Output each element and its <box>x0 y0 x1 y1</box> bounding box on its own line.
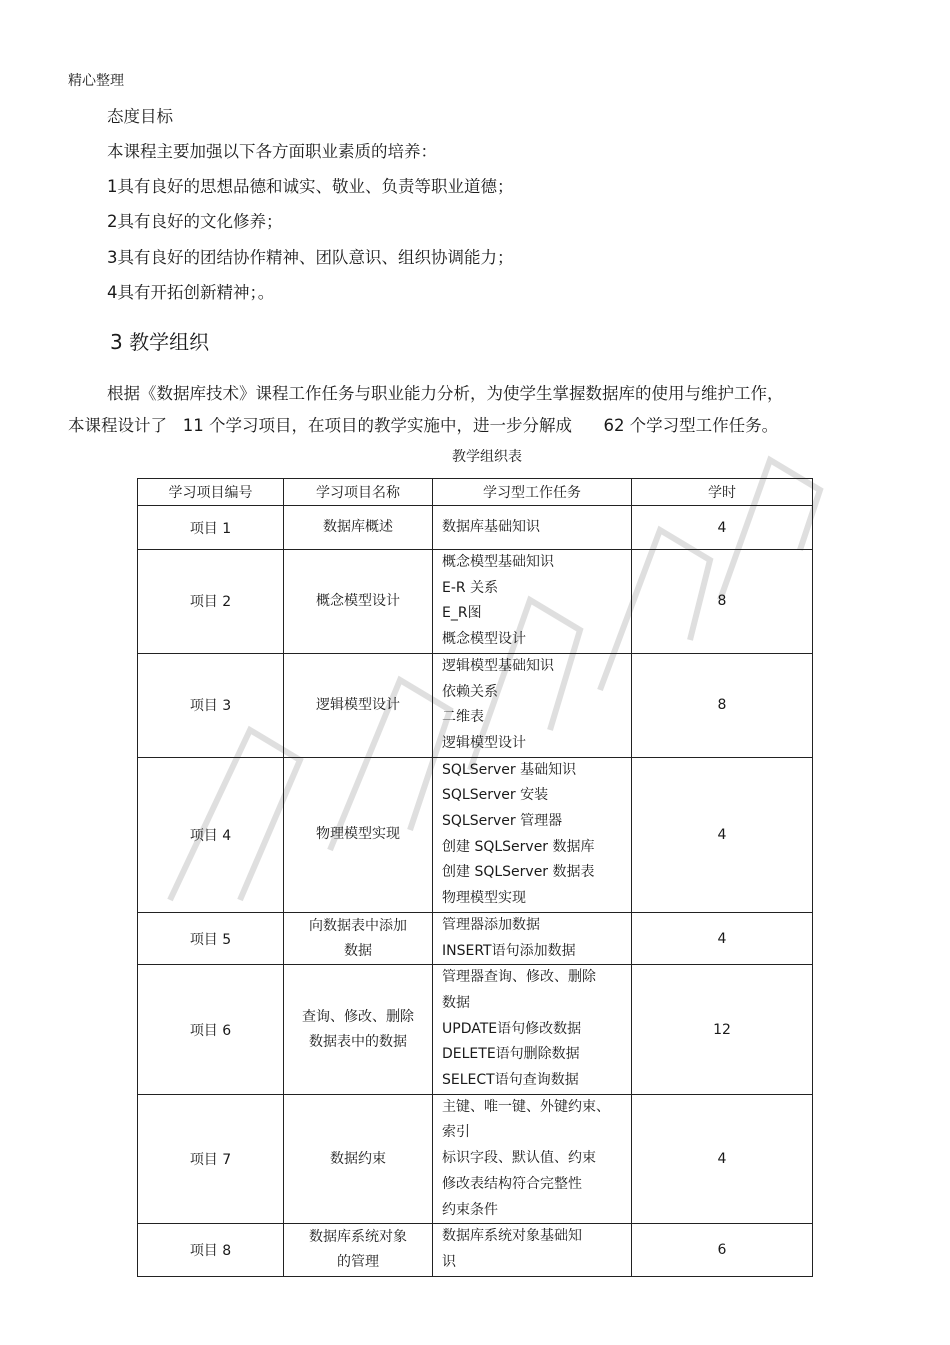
project-name-cell: 概念模型设计 <box>284 550 433 654</box>
project-id-cell: 项目 7 <box>138 1094 284 1224</box>
table-row <box>138 965 813 1095</box>
table-row <box>138 550 813 654</box>
project-name-cell: 数据约束 <box>284 1094 433 1224</box>
tasks-cell: 主键、唯一键、外键约束、 索引 标识字段、默认值、约束 修改表结构符合完整性 约束条件 <box>433 1094 632 1224</box>
list-item-1: 1具有良好的思想品德和诚实、敬业、负责等职业道德； <box>107 177 514 196</box>
list-item-4: 4具有开拓创新精神；。 <box>107 283 275 302</box>
project-id-cell: 项目 5 <box>138 912 284 964</box>
tasks-cell: 管理器添加数据 INSERT语句添加数据 <box>433 912 632 964</box>
tasks-cell: 管理器查询、修改、删除 数据 UPDATE语句修改数据 DELETE语句删除数据 SELECT语句查询数据 <box>433 965 632 1095</box>
header-cell: 学时 <box>632 479 813 506</box>
body-line-2: 本课程设计了 11 个学习项目，在项目的教学实施中，进一步分解成 62 个学习型工作任务。 <box>68 416 779 435</box>
project-name-cell: 数据库系统对象 的管理 <box>284 1224 433 1276</box>
project-id-cell: 项目 1 <box>138 506 284 550</box>
table-row <box>138 653 813 757</box>
body-line-1: 根据《数据库技术》课程工作任务与职业能力分析，为使学生掌握数据库的使用与维护工作， <box>107 384 784 403</box>
tasks-cell: 逻辑模型基础知识 依赖关系 二维表 逻辑模型设计 <box>433 653 632 757</box>
page-header: 精心整理 <box>68 73 124 89</box>
header-cell: 学习型工作任务 <box>433 479 632 506</box>
tasks-cell: 数据库系统对象基础知 识 <box>433 1224 632 1276</box>
header-cell: 学习项目名称 <box>284 479 433 506</box>
list-item-2: 2具有良好的文化修养； <box>107 212 283 231</box>
project-name-cell: 向数据表中添加 数据 <box>284 912 433 964</box>
tasks-cell: SQLServer 基础知识 SQLServer 安装 SQLServer 管理器 创建 SQLServer 数据库 创建 SQLServer 数据表 物理模型实现 <box>433 757 632 912</box>
hours-cell: 4 <box>632 912 813 964</box>
table-header-row <box>138 479 813 506</box>
table-row <box>138 1094 813 1224</box>
list-item-3: 3具有良好的团结协作精神、团队意识、组织协调能力； <box>107 248 514 267</box>
project-name-cell: 逻辑模型设计 <box>284 653 433 757</box>
project-name-cell: 数据库概述 <box>284 506 433 550</box>
project-id-cell: 项目 8 <box>138 1224 284 1276</box>
project-name-cell: 物理模型实现 <box>284 757 433 912</box>
table-row <box>138 1224 813 1276</box>
hours-cell: 4 <box>632 506 813 550</box>
table-row <box>138 912 813 964</box>
tasks-cell: 概念模型基础知识 E-R 关系 E_R图 概念模型设计 <box>433 550 632 654</box>
project-id-cell: 项目 6 <box>138 965 284 1095</box>
table-caption: 教学组织表 <box>452 449 522 465</box>
table-row <box>138 506 813 550</box>
table-row <box>138 757 813 912</box>
hours-cell: 8 <box>632 653 813 757</box>
project-id-cell: 项目 4 <box>138 757 284 912</box>
intro-paragraph: 本课程主要加强以下各方面职业素质的培养： <box>107 142 437 161</box>
hours-cell: 4 <box>632 1094 813 1224</box>
hours-cell: 8 <box>632 550 813 654</box>
header-cell: 学习项目编号 <box>138 479 284 506</box>
section-title: 3 教学组织 <box>110 330 210 354</box>
hours-cell: 6 <box>632 1224 813 1276</box>
attitude-heading: 态度目标 <box>107 107 173 126</box>
project-id-cell: 项目 3 <box>138 653 284 757</box>
hours-cell: 12 <box>632 965 813 1095</box>
teaching-organization-table <box>137 478 813 1277</box>
tasks-cell: 数据库基础知识 <box>433 506 632 550</box>
hours-cell: 4 <box>632 757 813 912</box>
project-name-cell: 查询、修改、删除 数据表中的数据 <box>284 965 433 1095</box>
project-id-cell: 项目 2 <box>138 550 284 654</box>
